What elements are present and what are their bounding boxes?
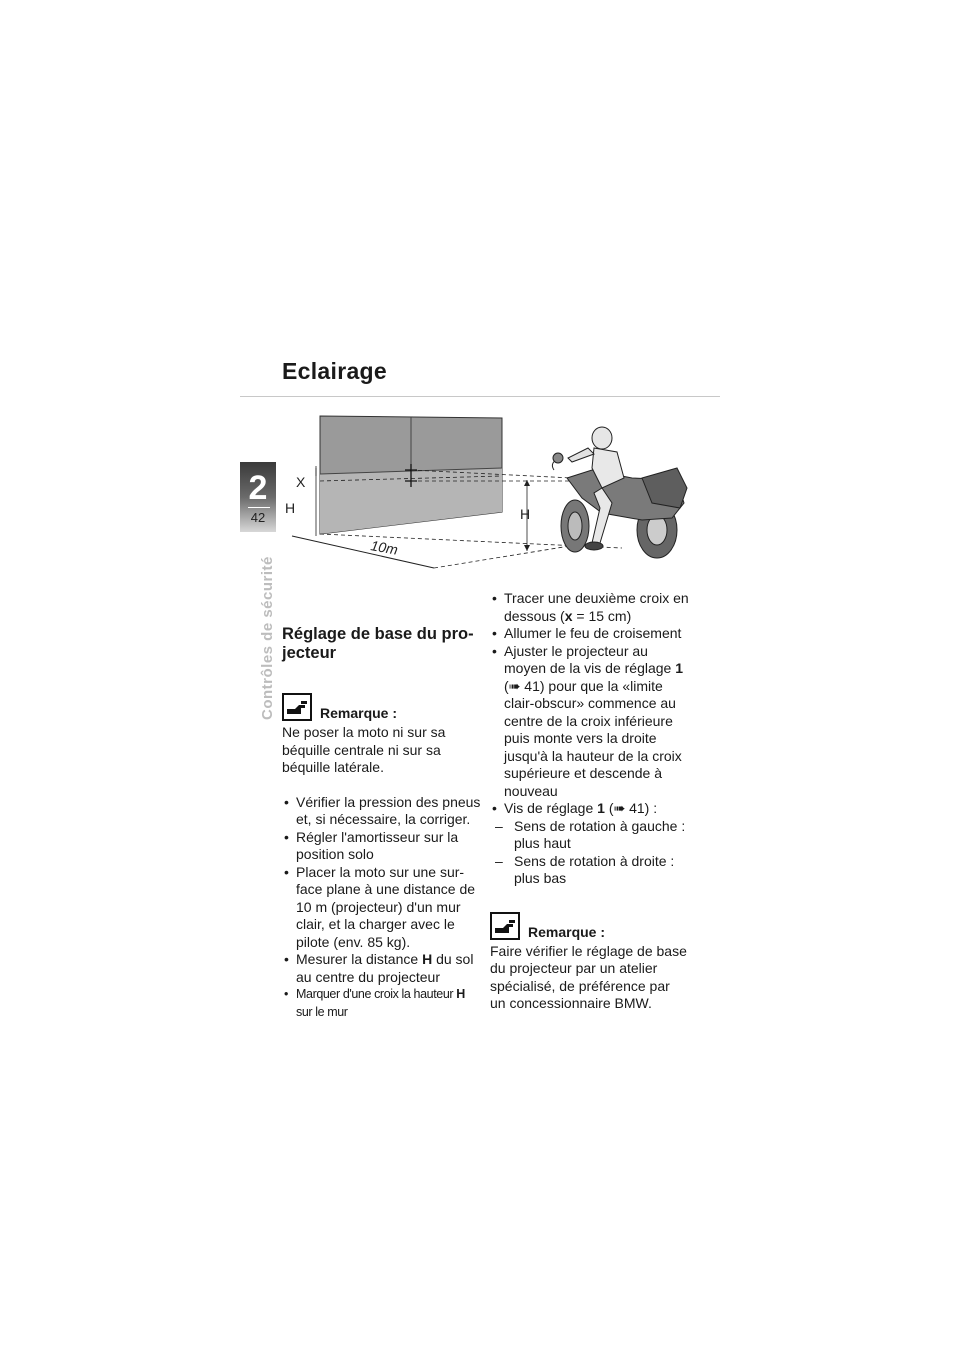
label-h-moto: H (520, 506, 531, 522)
note-1-header (282, 693, 482, 723)
section-heading: Réglage de base du pro- jecteur (282, 625, 474, 662)
list-item: • Tracer une deuxième croix en dessous (x = 15 cm) (490, 590, 700, 625)
left-column (282, 625, 482, 1021)
note-hand-icon (490, 912, 520, 940)
title-divider (240, 396, 720, 397)
list-item: • Allumer le feu de croisement (490, 625, 700, 643)
page-title: Eclairage (282, 358, 387, 384)
list-item: • Marquer d'une croix la hauteur H sur le mur (282, 986, 482, 1021)
list-item: • Vis de réglage 1 (➠ 41) : – Sens de rotation à gauche : plus haut – Sens de rotation à droite : plus bas (490, 800, 700, 888)
chapter-side-label: Contrôles de sécurité (259, 556, 276, 720)
steps-list-left (282, 794, 482, 1022)
note-2-text: Faire vérifier le réglage de base du projecteur par un atelier spécialisé, de préférence par un concessionnaire BMW. (490, 942, 687, 1011)
right-column (490, 590, 700, 1013)
note-1-text: Ne poser la moto ni sur sa béquille centrale ni sur sa béquille latérale. (282, 724, 446, 775)
note-hand-icon (282, 693, 312, 721)
list-item: • Régler l'amortisseur sur la position solo (282, 829, 482, 864)
list-item: • Vérifier la pression des pneus et, si nécessaire, la corriger. (282, 794, 482, 829)
page-number: 42 (250, 510, 266, 525)
chapter-number: 2 (248, 469, 268, 507)
label-h-wall: H (285, 500, 296, 516)
sub-list (490, 818, 700, 888)
list-item: • Mesurer la distance H du sol au centre du projecteur (282, 951, 482, 986)
note-1-label: Remarque : (320, 705, 398, 721)
list-item: • Placer la moto sur une sur- face plane à une distance de 10 m (projecteur) d'un mur clair, et la charger avec le pilote (env. 85 kg). (282, 864, 482, 952)
note-2-label: Remarque : (528, 923, 606, 940)
sub-list-item: – Sens de rotation à droite : plus bas (490, 853, 700, 888)
label-x: X (296, 474, 306, 490)
sub-list-item: – Sens de rotation à gauche : plus haut (490, 818, 700, 853)
headlight-adjustment-illustration (282, 408, 692, 576)
list-item: • Ajuster le projecteur au moyen de la vis de réglage 1 (➠ 41) pour que la «limite clair-obscur» commence au centre de la croix inférieure puis monte vers la droite jusqu'à la hauteur de la croix supérieure et descende à nouveau (490, 643, 700, 801)
label-distance: 10m (369, 537, 400, 558)
motorcycle-with-rider (552, 427, 687, 558)
note-2-header (490, 912, 700, 942)
steps-list-right (490, 590, 700, 888)
page-number-divider (248, 507, 270, 508)
